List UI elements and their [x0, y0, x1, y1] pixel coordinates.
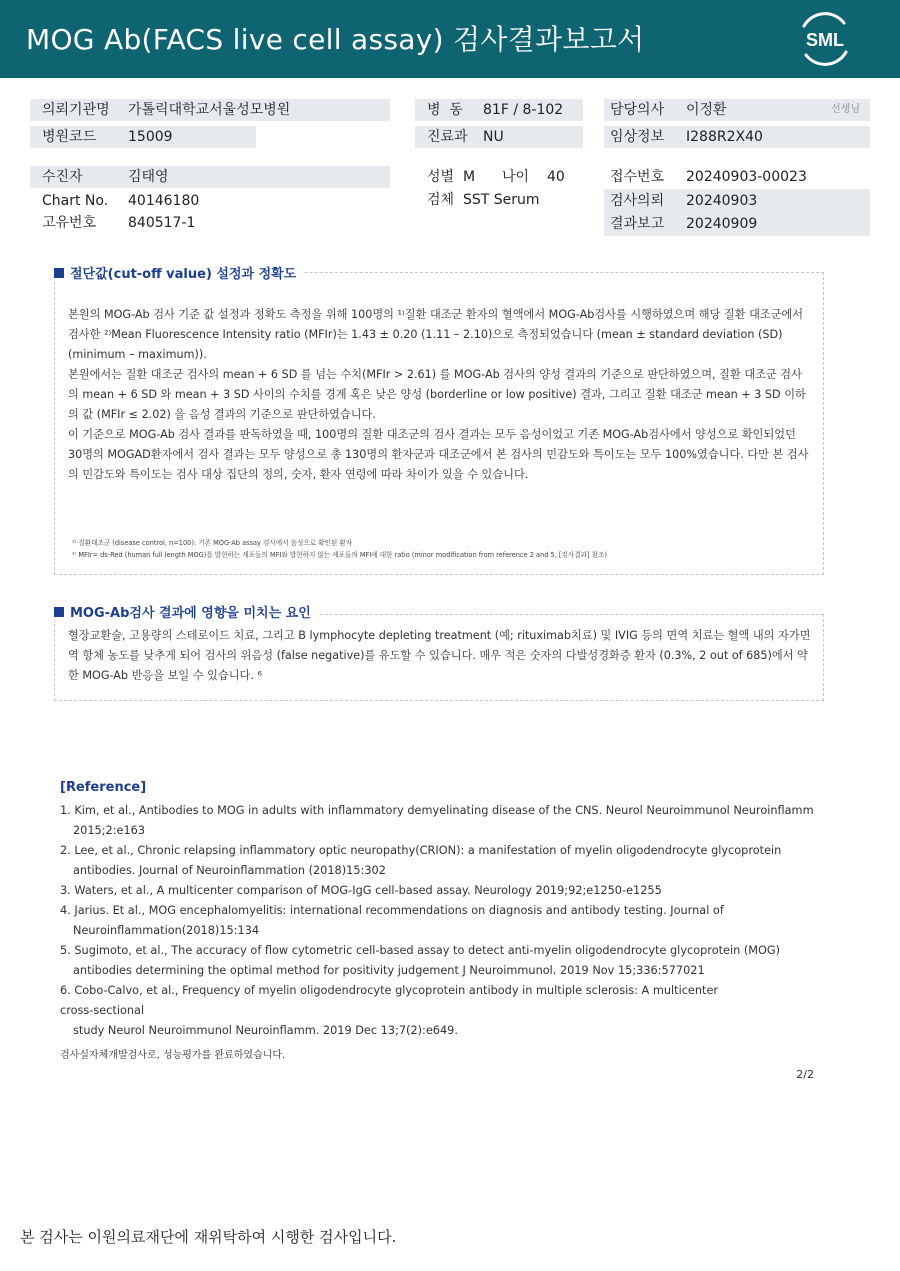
request-date-label: 검사의뢰 — [610, 193, 665, 209]
department-value: NU — [483, 129, 504, 145]
ward-value: 81F / 8-102 — [483, 102, 564, 118]
reference-item: 5. Sugimoto, et al., The accuracy of flow cytometric cell-based assay to detect anti-myelin oligodendrocyte glycoprotein (MOG) antibodies determining the optimal method for positivity judgement J Neuroimmunol. 2019 Nov 15;336:577021 — [60, 944, 781, 977]
footnote-1: ¹⁾ 질환대조군 (disease control, n=100): 기존 MOG-Ab assay 검사에서 음성으로 확인된 환자 — [72, 539, 353, 547]
dates-field — [604, 189, 870, 236]
patient-name-label: 수진자 — [42, 169, 83, 185]
unique-id-field — [30, 212, 390, 234]
doctor-field — [604, 99, 870, 121]
reference-item-6-line-3: study Neurol Neuroimmunol Neuroinflamm. 2019 Dec 13;7(2):e649. — [73, 1024, 458, 1037]
age-value: 40 — [547, 169, 565, 185]
doctor-value: 이정환 — [686, 102, 727, 118]
footnotes — [72, 537, 812, 561]
sex-value: M — [463, 169, 476, 185]
report-header — [0, 0, 900, 78]
department-label: 진료과 — [427, 129, 468, 145]
specimen-label: 검체 — [427, 192, 455, 208]
hospital-code-label: 병원코드 — [42, 129, 97, 145]
reference-list — [60, 801, 830, 1041]
reference-item: 1. Kim, et al., Antibodies to MOG in adults with inflammatory demyelinating disease of the CNS. Neurol Neuroimmunol Neuroinflamm 2015;2:e163 — [60, 804, 814, 837]
doctor-suffix: 선생님 — [831, 104, 860, 115]
cutoff-paragraph-2: 본원에서는 질환 대조군 검사의 mean + 6 SD 를 넘는 수치(MFIr > 2.61) 를 MOG-Ab 검사의 양성 결과의 기준으로 판단하였으며, 질환 대조군 검사의 mean + 6 SD 와 mean + 3 SD 사이의 수치를 경계 혹은 낮은 양성 (borderline or low positive) 결과, 그리고 질환 대조군 mean + 3 SD 이하의 값 (MFIr ≤ 2.02) 을 음성 결과의 기준으로 판단하였습니다. — [68, 368, 806, 421]
sml-logo-icon — [796, 12, 854, 66]
report-title: MOG Ab(FACS live cell assay) 검사결과보고서 — [26, 23, 645, 56]
ward-field — [415, 99, 583, 121]
patient-name-field — [30, 166, 390, 188]
receipt-no-field — [604, 166, 870, 188]
clinical-info-field — [604, 126, 870, 148]
hospital-code-value: 15009 — [128, 129, 173, 145]
clinical-info-value: I288R2X40 — [686, 129, 763, 145]
department-field — [415, 126, 583, 148]
unique-id-value: 840517-1 — [128, 215, 196, 231]
reference-item: 4. Jarius. Et al., MOG encephalomyelitis: international recommendations on diagnosis and antibody testing. Journal of Neuroinflammation(2018)15:134 — [60, 904, 724, 937]
validation-note: 검사실자체개발검사로, 성능평가를 완료하였습니다. — [60, 1050, 286, 1061]
patient-name-value: 김태영 — [128, 169, 169, 185]
cutoff-section-title — [54, 263, 304, 282]
reference-item-6-line-1: 6. Cobo-Calvo, et al., Frequency of myelin oligodendrocyte glycoprotein antibody in multiple sclerosis: A multicenter — [60, 984, 719, 997]
doctor-label: 담당의사 — [610, 102, 665, 118]
cutoff-body — [68, 305, 812, 485]
logo-text: SML — [806, 30, 844, 50]
chart-no-field — [30, 190, 390, 212]
institution-field — [30, 99, 390, 121]
factors-section-title-text: MOG-Ab검사 결과에 영향을 미치는 요인 — [70, 606, 311, 621]
reference-item: 3. Waters, et al., A multicenter comparison of MOG-IgG cell-based assay. Neurology 2019;92;e1250-e1255 — [60, 884, 662, 897]
report-date-value: 20240909 — [686, 216, 758, 232]
factors-section-title — [54, 602, 319, 621]
footnote-2: ²⁾ MFIr= ds-Red (human full length MOG)를 발현하는 세포들의 MFI와 발현하지 않는 세포들의 MFI에 대한 ratio (minor modification from reference 2 and 5, [검사결과] 참조) — [72, 551, 607, 559]
chart-no-label: Chart No. — [42, 193, 109, 209]
hospital-code-field — [30, 126, 256, 148]
clinical-info-label: 임상정보 — [610, 129, 665, 145]
receipt-no-value: 20240903-00023 — [686, 169, 807, 185]
bottom-note: 본 검사는 이원의료재단에 재위탁하여 시행한 검사입니다. — [20, 1228, 397, 1246]
sex-label: 성별 — [427, 169, 455, 185]
report-date-label: 결과보고 — [610, 216, 665, 232]
cutoff-paragraph-3: 이 기준으로 MOG-Ab 검사 결과를 판독하였을 때, 100명의 질환 대조군의 검사 결과는 모두 음성이었고 기존 MOG-Ab검사에서 양성으로 확인되었던 30명의 MOGAD환자에서 검사 결과는 모두 양성으로 총 130명의 환자군과 대조군에서 본 검사의 민감도와 특이도는 모두 100%였습니다. 다만 본 검사의 민감도와 특이도는 검사 대상 집단의 정의, 숫자, 환자 연령에 따라 차이가 있을 수 있습니다. — [68, 428, 809, 481]
chart-no-value: 40146180 — [128, 193, 200, 209]
institution-value: 가톨릭대학교서울성모병원 — [128, 102, 291, 118]
specimen-value: SST Serum — [463, 192, 540, 208]
sex-age-field — [415, 166, 585, 188]
factors-body — [68, 626, 812, 686]
age-label: 나이 — [502, 169, 530, 185]
specimen-field — [415, 189, 585, 211]
receipt-no-label: 접수번호 — [610, 169, 665, 185]
cutoff-paragraph-1: 본원의 MOG-Ab 검사 기준 값 설정과 정확도 측정을 위해 100명의 ¹⁾질환 대조군 환자의 혈액에서 MOG-Ab검사를 시행하였으며 해당 질환 대조군에서 검사한 ²⁾Mean Fluorescence Intensity ratio (MFIr)는 1.43 ± 0.20 (1.11 – 2.10)으로 측정되었습니다 (mean ± standard deviation (SD) (minimum – maximum)). — [68, 308, 804, 361]
factors-paragraph: 혈장교환술, 고용량의 스테로이드 치료, 그리고 B lymphocyte depleting treatment (예; rituximab치료) 및 IVIG 등의 면역 치료는 혈액 내의 자가면역 항체 농도를 낮추게 되어 검사의 위음성 (false negative)를 유도할 수 있습니다. 매우 적은 숫자의 다발성경화증 환자 (0.3%, 2 out of 685)에서 약한 MOG-Ab 반응을 보일 수 있습니다. ⁶ — [68, 629, 811, 682]
square-bullet-icon — [54, 268, 64, 278]
page-number: 2/2 — [796, 1068, 814, 1081]
request-date-value: 20240903 — [686, 193, 758, 209]
institution-label: 의뢰기관명 — [42, 102, 110, 118]
ward-label: 병 동 — [427, 102, 463, 118]
unique-id-label: 고유번호 — [42, 215, 97, 231]
cutoff-section-title-text: 절단값(cut-off value) 설정과 정확도 — [70, 267, 297, 282]
reference-title: [Reference] — [60, 780, 147, 795]
reference-item: 2. Lee, et al., Chronic relapsing inflammatory optic neuropathy(CRION): a manifestation of myelin oligodendrocyte glycoprotein antibodies. Journal of Neuroinflammation (2018)15:302 — [60, 844, 782, 877]
square-bullet-icon — [54, 607, 64, 617]
reference-item-6-line-2: cross-sectional — [60, 1004, 145, 1017]
